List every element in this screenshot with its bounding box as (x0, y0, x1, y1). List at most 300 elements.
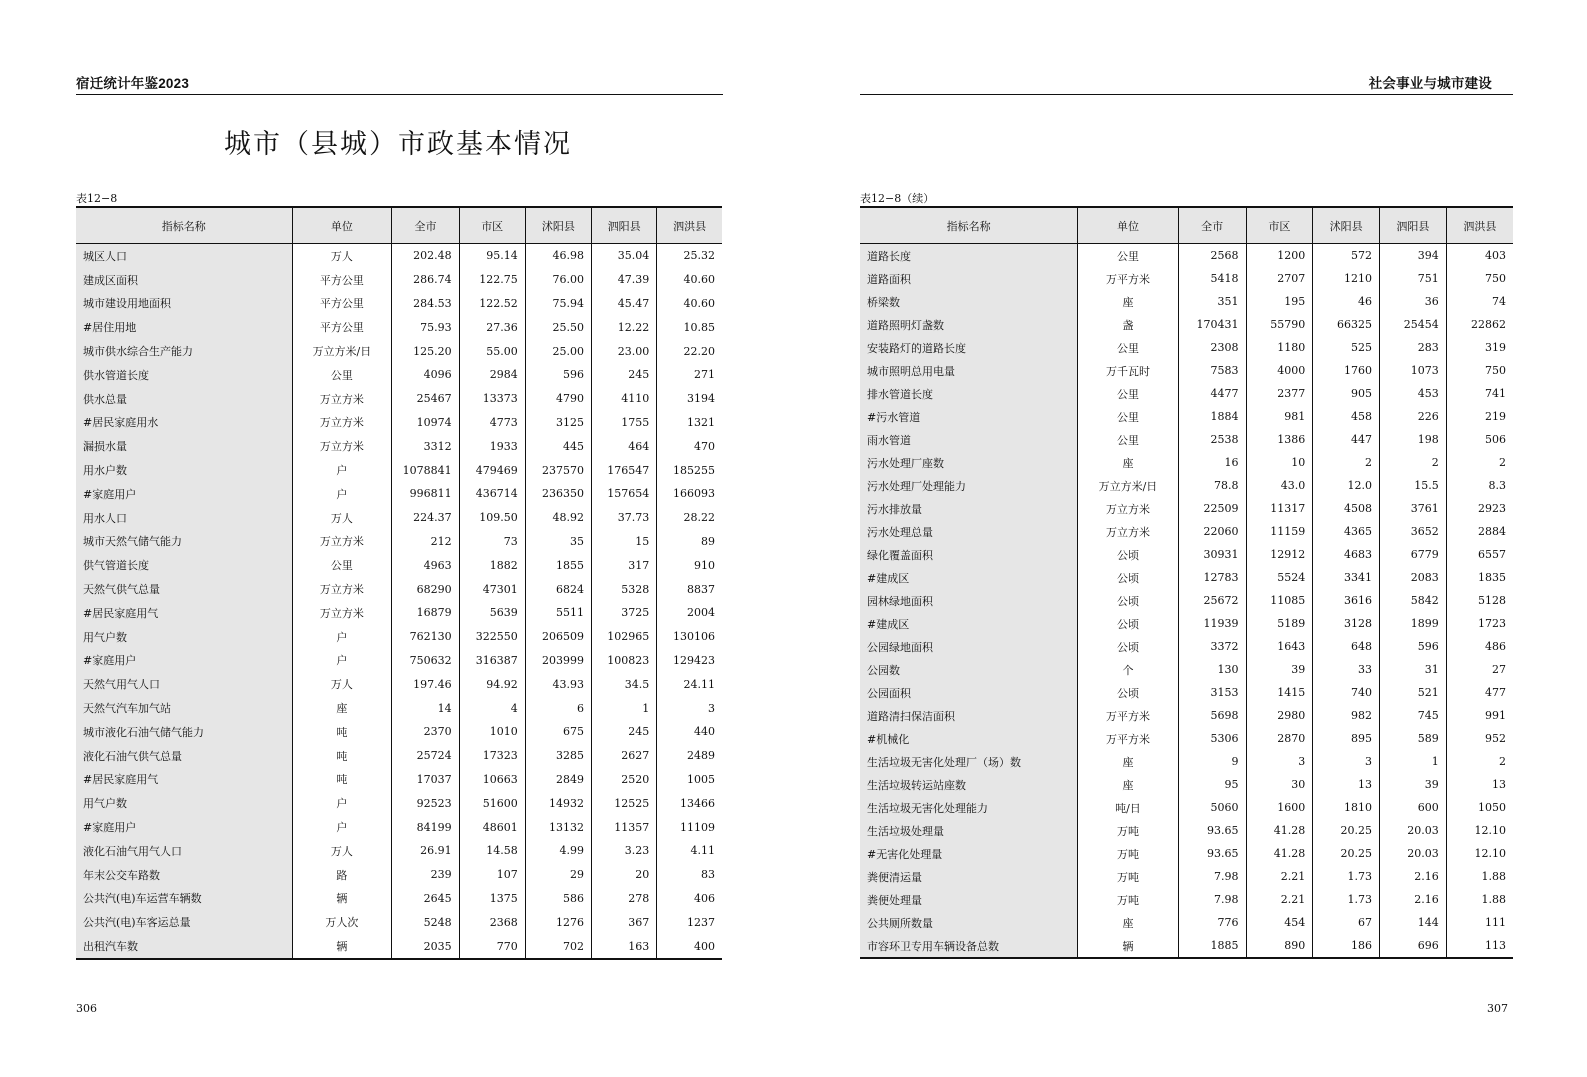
column-header: 泗阳县 (1379, 207, 1446, 244)
table-row (76, 839, 722, 863)
value-cell: 8.3 (1446, 474, 1513, 497)
value-cell: 45.47 (592, 292, 657, 316)
value-cell: 278 (592, 887, 657, 911)
value-cell: 15 (592, 530, 657, 554)
value-cell: 48601 (459, 815, 525, 839)
value-cell: 400 (657, 934, 722, 959)
value-cell: 40.60 (657, 292, 722, 316)
value-cell: 2645 (392, 887, 459, 911)
unit-cell: 座 (1078, 290, 1179, 313)
value-cell: 3 (1246, 750, 1313, 773)
value-cell: 2984 (459, 363, 525, 387)
value-cell: 4477 (1178, 382, 1246, 405)
value-cell: 1855 (525, 553, 591, 577)
value-cell: 25467 (392, 387, 459, 411)
table-row (76, 625, 722, 649)
value-cell: 185255 (657, 458, 722, 482)
value-cell: 1643 (1246, 635, 1313, 658)
header-rule (860, 94, 1513, 95)
table-label: 表12−8（续） (860, 192, 935, 205)
value-cell: 25.00 (525, 339, 591, 363)
indicator-name: 液化石油气用气人口 (76, 839, 292, 863)
value-cell: 202.48 (392, 244, 459, 268)
value-cell: 2489 (657, 744, 722, 768)
value-cell: 2004 (657, 601, 722, 625)
value-cell: 93.65 (1178, 819, 1246, 842)
value-cell: 521 (1379, 681, 1446, 704)
value-cell: 1386 (1246, 428, 1313, 451)
unit-cell: 户 (292, 815, 392, 839)
value-cell: 25672 (1178, 589, 1246, 612)
value-cell: 9 (1178, 750, 1246, 773)
value-cell: 2368 (459, 910, 525, 934)
value-cell: 440 (657, 720, 722, 744)
table-row (860, 934, 1513, 958)
value-cell: 895 (1313, 727, 1380, 750)
value-cell: 1.88 (1446, 888, 1513, 911)
value-cell: 1321 (657, 411, 722, 435)
value-cell: 1180 (1246, 336, 1313, 359)
indicator-name: #居住用地 (76, 315, 292, 339)
unit-cell: 公顷 (1078, 681, 1179, 704)
value-cell: 6557 (1446, 543, 1513, 566)
value-cell: 10974 (392, 411, 459, 435)
unit-cell: 万吨 (1078, 865, 1179, 888)
value-cell: 237570 (525, 458, 591, 482)
value-cell: 981 (1246, 405, 1313, 428)
column-header: 单位 (292, 207, 392, 244)
indicator-name: 污水排放量 (860, 497, 1078, 520)
value-cell: 6824 (525, 577, 591, 601)
indicator-name: 污水处理厂处理能力 (860, 474, 1078, 497)
value-cell: 197.46 (392, 672, 459, 696)
value-cell: 447 (1313, 428, 1380, 451)
value-cell: 4.11 (657, 839, 722, 863)
unit-cell: 万立方米/日 (1078, 474, 1179, 497)
unit-cell: 万平方米 (1078, 704, 1179, 727)
indicator-name: 污水处理总量 (860, 520, 1078, 543)
unit-cell: 路 (292, 863, 392, 887)
value-cell: 316387 (459, 649, 525, 673)
value-cell: 46.98 (525, 244, 591, 268)
value-cell: 10.85 (657, 315, 722, 339)
unit-cell: 万平方米 (1078, 727, 1179, 750)
indicator-name: 污水处理厂座数 (860, 451, 1078, 474)
unit-cell: 户 (292, 458, 392, 482)
unit-cell: 吨 (292, 768, 392, 792)
value-cell: 351 (1178, 290, 1246, 313)
value-cell: 1210 (1313, 267, 1380, 290)
value-cell: 176547 (592, 458, 657, 482)
table-row (860, 267, 1513, 290)
indicator-name: 城市照明总用电量 (860, 359, 1078, 382)
value-cell: 1933 (459, 434, 525, 458)
table-row (860, 888, 1513, 911)
column-header: 沭阳县 (1313, 207, 1380, 244)
indicator-name: 生活垃圾转运站座数 (860, 773, 1078, 796)
value-cell: 910 (657, 553, 722, 577)
value-cell: 157654 (592, 482, 657, 506)
value-cell: 2870 (1246, 727, 1313, 750)
value-cell: 2377 (1246, 382, 1313, 405)
value-cell: 470 (657, 434, 722, 458)
unit-cell: 户 (292, 482, 392, 506)
value-cell: 3341 (1313, 566, 1380, 589)
value-cell: 186 (1313, 934, 1380, 958)
table-row (76, 315, 722, 339)
value-cell: 2035 (392, 934, 459, 959)
value-cell: 68290 (392, 577, 459, 601)
indicator-name: 公共汽(电)车运营车辆数 (76, 887, 292, 911)
indicator-name: 城市供水综合生产能力 (76, 339, 292, 363)
value-cell: 239 (392, 863, 459, 887)
column-header: 沭阳县 (525, 207, 591, 244)
value-cell: 35.04 (592, 244, 657, 268)
value-cell: 596 (1379, 635, 1446, 658)
table-row (860, 911, 1513, 934)
value-cell: 1885 (1178, 934, 1246, 958)
unit-cell: 个 (1078, 658, 1179, 681)
value-cell: 111 (1446, 911, 1513, 934)
indicator-name: 漏损水量 (76, 434, 292, 458)
value-cell: 3 (1313, 750, 1380, 773)
value-cell: 2884 (1446, 520, 1513, 543)
data-table (76, 206, 722, 960)
value-cell: 20 (592, 863, 657, 887)
unit-cell: 辆 (292, 934, 392, 959)
value-cell: 1375 (459, 887, 525, 911)
table-row (76, 696, 722, 720)
value-cell: 35 (525, 530, 591, 554)
value-cell: 22060 (1178, 520, 1246, 543)
value-cell: 25454 (1379, 313, 1446, 336)
value-cell: 1899 (1379, 612, 1446, 635)
value-cell: 4096 (392, 363, 459, 387)
value-cell: 73 (459, 530, 525, 554)
value-cell: 5128 (1446, 589, 1513, 612)
table-row (76, 934, 722, 959)
value-cell: 94.92 (459, 672, 525, 696)
value-cell: 14.58 (459, 839, 525, 863)
value-cell: 10663 (459, 768, 525, 792)
table-row (860, 543, 1513, 566)
value-cell: 100823 (592, 649, 657, 673)
column-header: 全市 (392, 207, 459, 244)
table-row (76, 863, 722, 887)
value-cell: 224.37 (392, 506, 459, 530)
value-cell: 13132 (525, 815, 591, 839)
value-cell: 25.50 (525, 315, 591, 339)
value-cell: 4.99 (525, 839, 591, 863)
unit-cell: 万立方米/日 (292, 339, 392, 363)
value-cell: 39 (1246, 658, 1313, 681)
value-cell: 890 (1246, 934, 1313, 958)
value-cell: 745 (1379, 704, 1446, 727)
table-row (76, 720, 722, 744)
value-cell: 20.03 (1379, 819, 1446, 842)
indicator-name: 城区人口 (76, 244, 292, 268)
value-cell: 3285 (525, 744, 591, 768)
value-cell: 982 (1313, 704, 1380, 727)
value-cell: 130106 (657, 625, 722, 649)
value-cell: 89 (657, 530, 722, 554)
unit-cell: 万立方米 (292, 387, 392, 411)
value-cell: 2627 (592, 744, 657, 768)
value-cell: 24.11 (657, 672, 722, 696)
value-cell: 125.20 (392, 339, 459, 363)
table-row (860, 428, 1513, 451)
column-header: 全市 (1178, 207, 1246, 244)
value-cell: 36 (1379, 290, 1446, 313)
value-cell: 1050 (1446, 796, 1513, 819)
value-cell: 25.32 (657, 244, 722, 268)
value-cell: 2083 (1379, 566, 1446, 589)
value-cell: 4508 (1313, 497, 1380, 520)
value-cell: 5418 (1178, 267, 1246, 290)
value-cell: 55.00 (459, 339, 525, 363)
unit-cell: 平方公里 (292, 315, 392, 339)
value-cell: 12.0 (1313, 474, 1380, 497)
unit-cell: 吨/日 (1078, 796, 1179, 819)
unit-cell: 万立方米 (292, 530, 392, 554)
value-cell: 7.98 (1178, 888, 1246, 911)
value-cell: 16 (1178, 451, 1246, 474)
column-header: 泗阳县 (592, 207, 657, 244)
value-cell: 406 (657, 887, 722, 911)
value-cell: 2980 (1246, 704, 1313, 727)
value-cell: 30 (1246, 773, 1313, 796)
table-row (860, 382, 1513, 405)
value-cell: 3761 (1379, 497, 1446, 520)
value-cell: 163 (592, 934, 657, 959)
value-cell: 675 (525, 720, 591, 744)
value-cell: 20.25 (1313, 819, 1380, 842)
column-header: 泗洪县 (1446, 207, 1513, 244)
value-cell: 1810 (1313, 796, 1380, 819)
unit-cell: 户 (292, 791, 392, 815)
table-row (860, 566, 1513, 589)
value-cell: 367 (592, 910, 657, 934)
table-row (860, 497, 1513, 520)
value-cell: 5328 (592, 577, 657, 601)
table-row (76, 791, 722, 815)
value-cell: 31 (1379, 658, 1446, 681)
indicator-name: #无害化处理量 (860, 842, 1078, 865)
table-row (76, 458, 722, 482)
unit-cell: 万千瓦时 (1078, 359, 1179, 382)
value-cell: 122.52 (459, 292, 525, 316)
unit-cell: 座 (1078, 911, 1179, 934)
indicator-name: #家庭用户 (76, 482, 292, 506)
value-cell: 41.28 (1246, 819, 1313, 842)
value-cell: 95.14 (459, 244, 525, 268)
value-cell: 586 (525, 887, 591, 911)
value-cell: 107 (459, 863, 525, 887)
value-cell: 203999 (525, 649, 591, 673)
value-cell: 394 (1379, 244, 1446, 268)
value-cell: 14 (392, 696, 459, 720)
table-row (76, 601, 722, 625)
value-cell: 26.91 (392, 839, 459, 863)
page-number: 306 (76, 1002, 97, 1015)
indicator-name: 粪便清运量 (860, 865, 1078, 888)
indicator-name: 生活垃圾无害化处理厂（场）数 (860, 750, 1078, 773)
value-cell: 29 (525, 863, 591, 887)
value-cell: 2 (1379, 451, 1446, 474)
value-cell: 572 (1313, 244, 1380, 268)
indicator-name: #家庭用户 (76, 815, 292, 839)
value-cell: 1755 (592, 411, 657, 435)
value-cell: 2520 (592, 768, 657, 792)
value-cell: 2538 (1178, 428, 1246, 451)
value-cell: 5306 (1178, 727, 1246, 750)
unit-cell: 万人 (292, 672, 392, 696)
indicator-name: 道路长度 (860, 244, 1078, 268)
value-cell: 740 (1313, 681, 1380, 704)
value-cell: 5698 (1178, 704, 1246, 727)
indicator-name: 公园绿地面积 (860, 635, 1078, 658)
table-row (860, 842, 1513, 865)
unit-cell: 万吨 (1078, 819, 1179, 842)
unit-cell: 万立方米 (292, 601, 392, 625)
table-row (76, 744, 722, 768)
indicator-name: 雨水管道 (860, 428, 1078, 451)
value-cell: 83 (657, 863, 722, 887)
value-cell: 40.60 (657, 268, 722, 292)
value-cell: 5060 (1178, 796, 1246, 819)
value-cell: 12.10 (1446, 842, 1513, 865)
value-cell: 2568 (1178, 244, 1246, 268)
value-cell: 445 (525, 434, 591, 458)
indicator-name: #机械化 (860, 727, 1078, 750)
value-cell: 92523 (392, 791, 459, 815)
value-cell: 43.93 (525, 672, 591, 696)
table-row (860, 336, 1513, 359)
value-cell: 1882 (459, 553, 525, 577)
value-cell: 34.5 (592, 672, 657, 696)
indicator-name: #居民家庭用水 (76, 411, 292, 435)
value-cell: 55790 (1246, 313, 1313, 336)
table-row (860, 681, 1513, 704)
value-cell: 28.22 (657, 506, 722, 530)
value-cell: 1 (592, 696, 657, 720)
value-cell: 286.74 (392, 268, 459, 292)
table-row (76, 553, 722, 577)
value-cell: 284.53 (392, 292, 459, 316)
indicator-name: 用水户数 (76, 458, 292, 482)
value-cell: 741 (1446, 382, 1513, 405)
unit-cell: 公里 (292, 553, 392, 577)
value-cell: 102965 (592, 625, 657, 649)
value-cell: 41.28 (1246, 842, 1313, 865)
indicator-name: 生活垃圾处理量 (860, 819, 1078, 842)
value-cell: 1415 (1246, 681, 1313, 704)
table-row (860, 405, 1513, 428)
value-cell: 5524 (1246, 566, 1313, 589)
unit-cell: 公里 (1078, 244, 1179, 268)
value-cell: 245 (592, 363, 657, 387)
unit-cell: 座 (1078, 773, 1179, 796)
value-cell: 905 (1313, 382, 1380, 405)
unit-cell: 辆 (1078, 934, 1179, 958)
value-cell: 600 (1379, 796, 1446, 819)
indicator-name: 公园面积 (860, 681, 1078, 704)
indicator-name: 生活垃圾无害化处理能力 (860, 796, 1078, 819)
unit-cell: 吨 (292, 744, 392, 768)
value-cell: 11939 (1178, 612, 1246, 635)
value-cell: 1760 (1313, 359, 1380, 382)
table-row (860, 313, 1513, 336)
value-cell: 12.10 (1446, 819, 1513, 842)
value-cell: 6 (525, 696, 591, 720)
table-row (860, 474, 1513, 497)
value-cell: 2 (1313, 451, 1380, 474)
value-cell: 78.8 (1178, 474, 1246, 497)
indicator-name: 绿化覆盖面积 (860, 543, 1078, 566)
table-row (76, 434, 722, 458)
unit-cell: 吨 (292, 720, 392, 744)
value-cell: 486 (1446, 635, 1513, 658)
value-cell: 236350 (525, 482, 591, 506)
table-row (860, 750, 1513, 773)
unit-cell: 盏 (1078, 313, 1179, 336)
value-cell: 130 (1178, 658, 1246, 681)
value-cell: 27.36 (459, 315, 525, 339)
value-cell: 51600 (459, 791, 525, 815)
table-row (860, 635, 1513, 658)
value-cell: 271 (657, 363, 722, 387)
value-cell: 95 (1178, 773, 1246, 796)
indicator-name: 用气户数 (76, 791, 292, 815)
table-row (860, 589, 1513, 612)
table-row (860, 704, 1513, 727)
value-cell: 776 (1178, 911, 1246, 934)
value-cell: 23.00 (592, 339, 657, 363)
value-cell: 33 (1313, 658, 1380, 681)
indicator-name: 用气户数 (76, 625, 292, 649)
table-label: 表12−8 (76, 192, 118, 205)
unit-cell: 万人 (292, 506, 392, 530)
value-cell: 1.73 (1313, 865, 1380, 888)
indicator-name: 公共汽(电)车客运总量 (76, 910, 292, 934)
value-cell: 226 (1379, 405, 1446, 428)
table-row (76, 910, 722, 934)
value-cell: 2707 (1246, 267, 1313, 290)
column-header: 单位 (1078, 207, 1179, 244)
value-cell: 13373 (459, 387, 525, 411)
value-cell: 67 (1313, 911, 1380, 934)
table-row (76, 339, 722, 363)
value-cell: 11085 (1246, 589, 1313, 612)
value-cell: 5511 (525, 601, 591, 625)
unit-cell: 公里 (292, 363, 392, 387)
indicator-name: 城市天然气储气能力 (76, 530, 292, 554)
value-cell: 4963 (392, 553, 459, 577)
indicator-name: 供气管道长度 (76, 553, 292, 577)
indicator-name: 道路照明灯盏数 (860, 313, 1078, 336)
value-cell: 4365 (1313, 520, 1380, 543)
indicator-name: 排水管道长度 (860, 382, 1078, 405)
value-cell: 4790 (525, 387, 591, 411)
indicator-name: 道路面积 (860, 267, 1078, 290)
value-cell: 4110 (592, 387, 657, 411)
value-cell: 1723 (1446, 612, 1513, 635)
indicator-name: 城市建设用地面积 (76, 292, 292, 316)
value-cell: 13 (1446, 773, 1513, 796)
running-head: 宿迁统计年鉴2023 (76, 76, 190, 91)
table-row (76, 672, 722, 696)
unit-cell: 座 (292, 696, 392, 720)
